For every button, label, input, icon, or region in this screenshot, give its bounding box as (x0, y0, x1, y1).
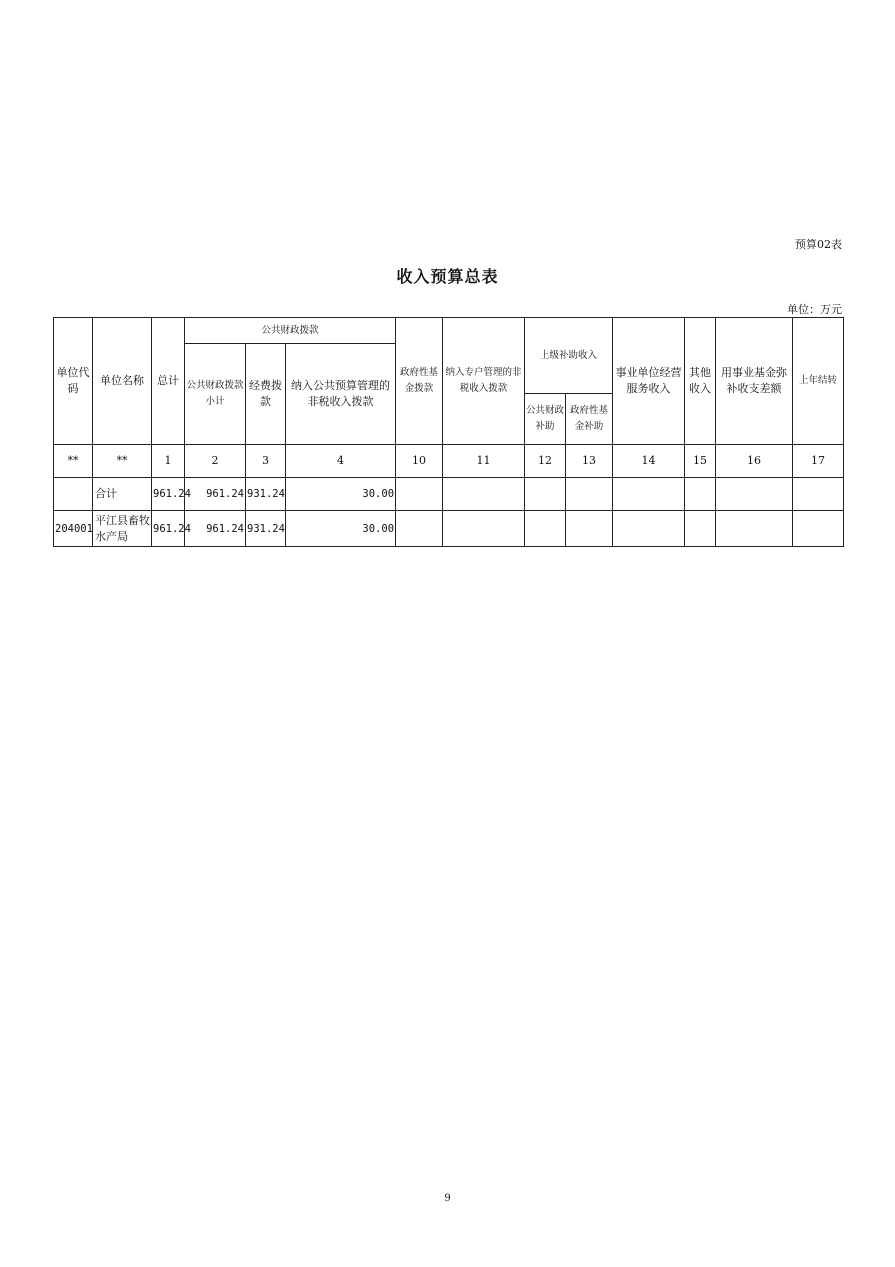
row-code: 204001 (54, 511, 93, 547)
empty-cell (566, 511, 613, 547)
empty-cell (685, 478, 716, 511)
header-gov-fund: 政府性基金拨款 (396, 318, 443, 445)
page-title: 收入预算总表 (396, 267, 499, 286)
empty-cell (716, 478, 793, 511)
index-cell: 2 (185, 445, 246, 478)
header-superior-subsidy: 上级补助收入 (525, 318, 613, 394)
header-gov-fund-subsidy: 政府性基金补助 (566, 394, 613, 445)
row-total: 961.24 (152, 511, 185, 547)
index-cell: 4 (286, 445, 396, 478)
index-cell: 17 (793, 445, 844, 478)
header-non-tax-public: 纳入公共预算管理的非税收入拨款 (286, 344, 396, 445)
row-non-tax: 30.00 (286, 478, 396, 511)
row-non-tax: 30.00 (286, 511, 396, 547)
row-name: 合计 (93, 478, 152, 511)
index-cell: 15 (685, 445, 716, 478)
header-unit-code: 单位代码 (54, 318, 93, 445)
empty-cell (396, 511, 443, 547)
table-row (54, 511, 844, 547)
empty-cell (793, 478, 844, 511)
empty-cell (716, 511, 793, 547)
row-subtotal: 961.24 (185, 511, 246, 547)
row-name: 平江县畜牧水产局 (93, 511, 152, 547)
index-cell: 13 (566, 445, 613, 478)
empty-cell (793, 511, 844, 547)
index-cell: 3 (246, 445, 286, 478)
index-cell: 12 (525, 445, 566, 478)
income-budget-table (53, 317, 844, 547)
index-cell: 11 (443, 445, 525, 478)
index-cell: 14 (613, 445, 685, 478)
row-total: 961.24 (152, 478, 185, 511)
header-public-finance-subsidy: 公共财政补助 (525, 394, 566, 445)
empty-cell (613, 511, 685, 547)
empty-cell (525, 478, 566, 511)
header-other-income: 其他收入 (685, 318, 716, 445)
empty-cell (396, 478, 443, 511)
empty-cell (443, 478, 525, 511)
form-code: 预算02表 (795, 238, 842, 251)
header-total: 总计 (152, 318, 185, 445)
header-non-tax-special: 纳入专户管理的非税收入拨款 (443, 318, 525, 445)
index-cell: 16 (716, 445, 793, 478)
row-operating: 931.24 (246, 478, 286, 511)
index-row (54, 445, 844, 478)
page-number: 9 (444, 1193, 451, 1204)
index-cell: ** (93, 445, 152, 478)
empty-cell (566, 478, 613, 511)
header-public-finance-subtotal: 公共财政拨款小计 (185, 344, 246, 445)
index-cell: 10 (396, 445, 443, 478)
empty-cell (685, 511, 716, 547)
empty-cell (613, 478, 685, 511)
header-unit-name: 单位名称 (93, 318, 152, 445)
index-cell: 1 (152, 445, 185, 478)
row-subtotal: 961.24 (185, 478, 246, 511)
empty-cell (443, 511, 525, 547)
header-public-finance: 公共财政拨款 (185, 318, 396, 344)
index-cell: ** (54, 445, 93, 478)
header-operating-funds: 经费拨款 (246, 344, 286, 445)
header-carryover: 上年结转 (793, 318, 844, 445)
row-operating: 931.24 (246, 511, 286, 547)
unit-label: 单位：万元 (787, 303, 842, 316)
header-fund-offset: 用事业基金弥补收支差额 (716, 318, 793, 445)
empty-cell (525, 511, 566, 547)
row-code (54, 478, 93, 511)
table-row (54, 478, 844, 511)
header-business-income: 事业单位经营服务收入 (613, 318, 685, 445)
